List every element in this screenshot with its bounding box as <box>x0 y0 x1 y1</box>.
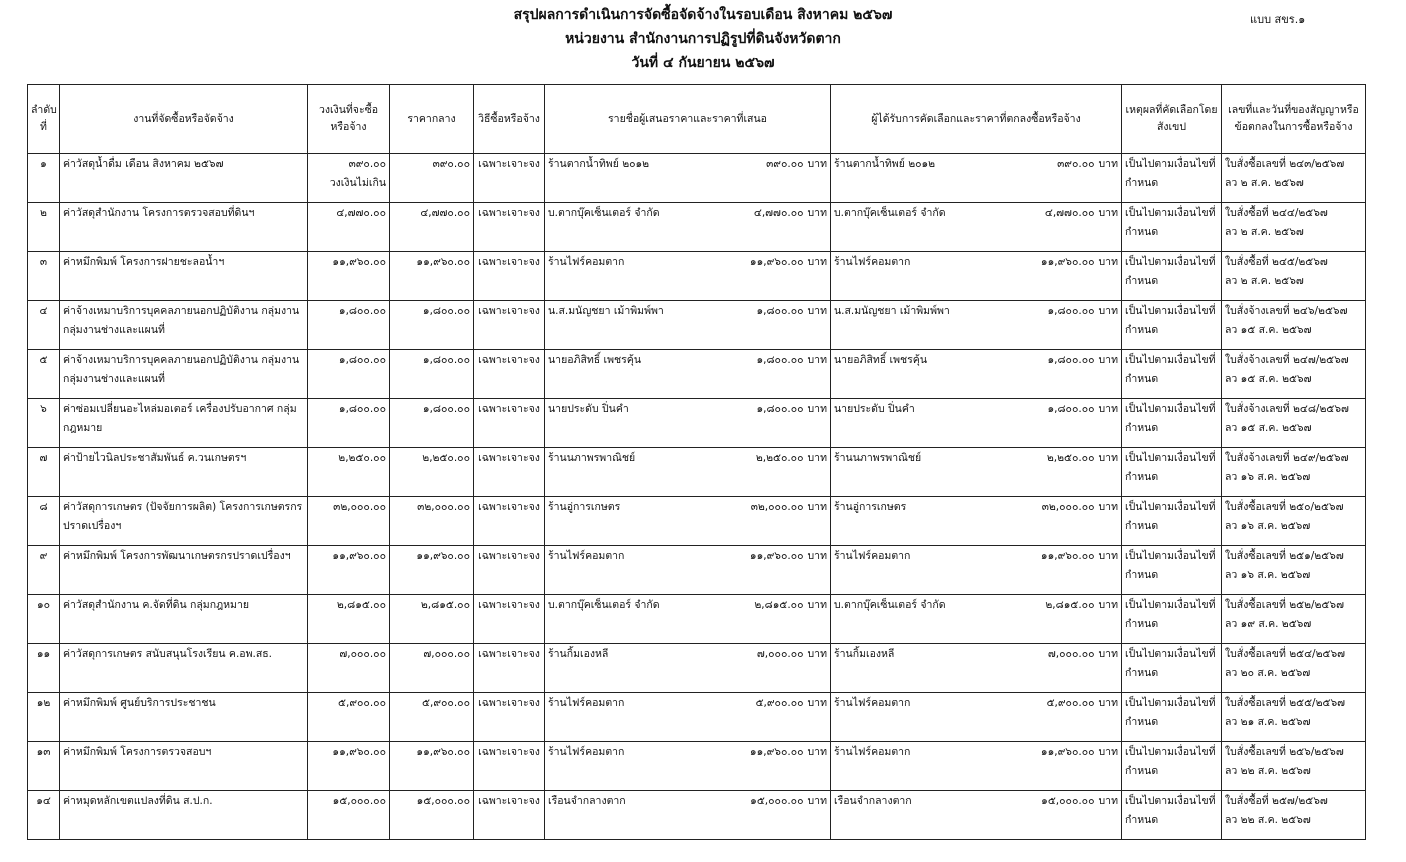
bidder-name: ร้านกิ้มเองหลี <box>548 648 609 660</box>
budget-value: ๑,๘๐๐.๐๐ <box>338 403 386 415</box>
cell-contract <box>1222 448 1366 497</box>
win-unit: บาท <box>1098 207 1118 219</box>
cell-no: ๑๑ <box>28 644 60 693</box>
win-unit: บาท <box>1098 795 1118 807</box>
col-header-budget: วงเงินที่จะซื้อหรือจ้าง <box>308 85 390 154</box>
win-unit: บาท <box>1098 305 1118 317</box>
table-row <box>28 203 1366 252</box>
bid-amount: ๑๑,๙๖๐.๐๐ <box>749 746 804 758</box>
bid-unit: บาท <box>807 256 827 268</box>
cell-budget <box>308 791 390 840</box>
col-header-bidders: รายชื่อผู้เสนอราคาและราคาที่เสนอ <box>545 85 831 154</box>
cell-reason: เป็นไปตามเงื่อนไขที่กำหนด <box>1122 301 1222 350</box>
win-amount: ๒,๒๕๐.๐๐ <box>1046 452 1095 464</box>
contract-number: ใบสั่งซื้อเลขที่ ๒๕๑/๒๕๖๗ <box>1225 550 1344 562</box>
table-row <box>28 546 1366 595</box>
contract-number: ใบสั่งซื้อที่ ๒๕๗/๒๕๖๗ <box>1225 795 1328 807</box>
win-unit: บาท <box>1098 403 1118 415</box>
cell-contract <box>1222 301 1366 350</box>
cell-budget <box>308 154 390 203</box>
bid-amount: ๗,๐๐๐.๐๐ <box>756 648 804 660</box>
cell-reason: เป็นไปตามเงื่อนไขที่กำหนด <box>1122 203 1222 252</box>
budget-value: ๑๑,๙๖๐.๐๐ <box>332 746 386 758</box>
budget-value: ๑,๘๐๐.๐๐ <box>338 305 386 317</box>
col-header-item: งานที่จัดซื้อหรือจัดจ้าง <box>60 85 308 154</box>
budget-value: ๒,๘๑๕.๐๐ <box>336 599 386 611</box>
bid-amount: ๕,๙๐๐.๐๐ <box>755 697 804 709</box>
cell-no: ๑๐ <box>28 595 60 644</box>
table-row <box>28 693 1366 742</box>
win-unit: บาท <box>1098 550 1118 562</box>
contract-number: ใบสั่งซื้อเลขที่ ๒๔๓/๒๕๖๗ <box>1225 158 1345 170</box>
budget-value: ๑,๘๐๐.๐๐ <box>338 354 386 366</box>
cell-median: ๒,๒๕๐.๐๐ <box>390 448 474 497</box>
cell-method: เฉพาะเจาะจง <box>474 448 545 497</box>
bidder-name: ร้านตากน้ำทิพย์ ๒๐๑๒ <box>548 158 650 170</box>
cell-winner <box>831 742 1122 791</box>
cell-winner <box>831 203 1122 252</box>
win-amount: ๑๑,๙๖๐.๐๐ <box>1040 550 1095 562</box>
win-unit: บาท <box>1098 697 1118 709</box>
winner-name: ร้านอู่การเกษตร <box>834 501 907 513</box>
cell-reason: เป็นไปตามเงื่อนไขที่กำหนด <box>1122 644 1222 693</box>
contract-date: ลว ๑๖ ส.ค. ๒๕๖๗ <box>1225 520 1311 532</box>
cell-method: เฉพาะเจาะจง <box>474 546 545 595</box>
cell-item: ค่าวัสดุการเกษตร (ปัจจัยการผลิต) โครงการเกษตรกรปราดเปรื่องฯ <box>60 497 308 546</box>
header-row <box>28 85 1366 154</box>
bid-amount: ๔,๗๗๐.๐๐ <box>753 207 804 219</box>
cell-bidder <box>545 252 831 301</box>
win-amount: ๑,๘๐๐.๐๐ <box>1047 403 1095 415</box>
cell-no: ๑ <box>28 154 60 203</box>
cell-contract <box>1222 203 1366 252</box>
contract-date: ลว ๒ ส.ค. ๒๕๖๗ <box>1225 275 1304 287</box>
win-amount: ๓๙๐.๐๐ <box>1057 158 1095 170</box>
cell-contract <box>1222 791 1366 840</box>
cell-winner <box>831 595 1122 644</box>
cell-winner <box>831 644 1122 693</box>
budget-value: ๑๑,๙๖๐.๐๐ <box>332 550 386 562</box>
contract-date: ลว ๑๕ ส.ค. ๒๕๖๗ <box>1225 324 1312 336</box>
cell-no: ๑๒ <box>28 693 60 742</box>
cell-contract <box>1222 252 1366 301</box>
cell-budget <box>308 448 390 497</box>
budget-value: ๒,๒๕๐.๐๐ <box>338 452 386 464</box>
bid-unit: บาท <box>807 207 827 219</box>
contract-number: ใบสั่งซื้อเลขที่ ๒๕๔/๒๕๖๗ <box>1225 648 1346 660</box>
winner-name: ร้านไฟร์คอมตาก <box>834 550 911 562</box>
cell-item: ค่าหมุดหลักเขตแปลงที่ดิน ส.ป.ก. <box>60 791 308 840</box>
cell-method: เฉพาะเจาะจง <box>474 693 545 742</box>
contract-number: ใบสั่งซื้อที่ ๒๔๔/๒๕๖๗ <box>1225 207 1328 219</box>
cell-method: เฉพาะเจาะจง <box>474 791 545 840</box>
cell-budget <box>308 595 390 644</box>
cell-bidder <box>545 301 831 350</box>
cell-winner <box>831 546 1122 595</box>
cell-median: ๑๕,๐๐๐.๐๐ <box>390 791 474 840</box>
cell-budget <box>308 350 390 399</box>
bidder-name: ร้านนภาพรพาณิชย์ <box>548 452 636 464</box>
contract-date: ลว ๑๖ ส.ค. ๒๕๖๗ <box>1225 569 1311 581</box>
bid-amount: ๑๑,๙๖๐.๐๐ <box>749 550 804 562</box>
bid-amount: ๑๑,๙๖๐.๐๐ <box>749 256 804 268</box>
bid-amount: ๒,๘๑๕.๐๐ <box>754 599 804 611</box>
cell-bidder <box>545 595 831 644</box>
win-amount: ๗,๐๐๐.๐๐ <box>1047 648 1095 660</box>
budget-value: ๑๑,๙๖๐.๐๐ <box>332 256 386 268</box>
cell-method: เฉพาะเจาะจง <box>474 399 545 448</box>
cell-no: ๒ <box>28 203 60 252</box>
winner-name: ร้านตากน้ำทิพย์ ๒๐๑๒ <box>834 158 936 170</box>
budget-value: ๑๕,๐๐๐.๐๐ <box>332 795 386 807</box>
winner-name: บ.ตากบุ๊คเซ็นเตอร์ จำกัด <box>834 207 946 219</box>
winner-name: บ.ตากบุ๊คเซ็นเตอร์ จำกัด <box>834 599 946 611</box>
cell-median: ๓๒,๐๐๐.๐๐ <box>390 497 474 546</box>
cell-method: เฉพาะเจาะจง <box>474 595 545 644</box>
bidder-name: เรือนจำกลางตาก <box>548 795 626 807</box>
contract-date: ลว ๒๒ ส.ค. ๒๕๖๗ <box>1225 814 1311 826</box>
contract-date: ลว ๑๕ ส.ค. ๒๕๖๗ <box>1225 422 1312 434</box>
cell-method: เฉพาะเจาะจง <box>474 203 545 252</box>
cell-budget <box>308 742 390 791</box>
cell-bidder <box>545 791 831 840</box>
win-amount: ๑๑,๙๖๐.๐๐ <box>1040 256 1095 268</box>
bid-unit: บาท <box>807 648 827 660</box>
cell-bidder <box>545 203 831 252</box>
bidder-name: ร้านไฟร์คอมตาก <box>548 550 625 562</box>
win-amount: ๑,๘๐๐.๐๐ <box>1047 305 1095 317</box>
win-amount: ๕,๙๐๐.๐๐ <box>1046 697 1095 709</box>
winner-name: ร้านไฟร์คอมตาก <box>834 256 911 268</box>
cell-winner <box>831 399 1122 448</box>
cell-contract <box>1222 595 1366 644</box>
bidder-name: น.ส.มนัญชยา เม้าพิมพ์พา <box>548 305 664 317</box>
cell-item: ค่าซ่อมเปลี่ยนอะไหล่มอเตอร์ เครื่องปรับอากาศ กลุ่มกฎหมาย <box>60 399 308 448</box>
cell-item: ค่าหมึกพิมพ์ ศูนย์บริการประชาชน <box>60 693 308 742</box>
win-unit: บาท <box>1098 501 1118 513</box>
cell-budget <box>308 252 390 301</box>
win-unit: บาท <box>1098 354 1118 366</box>
contract-number: ใบสั่งซื้อเลขที่ ๒๕๕/๒๕๖๗ <box>1225 697 1346 709</box>
cell-budget <box>308 497 390 546</box>
bid-amount: ๒,๒๕๐.๐๐ <box>755 452 804 464</box>
form-code: แบบ สขร.๑ <box>1250 13 1306 26</box>
table-row <box>28 742 1366 791</box>
cell-bidder <box>545 693 831 742</box>
budget-value: ๗,๐๐๐.๐๐ <box>339 648 386 660</box>
table-row <box>28 399 1366 448</box>
win-amount: ๒,๘๑๕.๐๐ <box>1045 599 1095 611</box>
bid-amount: ๑๕,๐๐๐.๐๐ <box>750 795 804 807</box>
win-unit: บาท <box>1098 452 1118 464</box>
winner-name: ร้านไฟร์คอมตาก <box>834 697 911 709</box>
cell-contract <box>1222 546 1366 595</box>
cell-reason: เป็นไปตามเงื่อนไขที่กำหนด <box>1122 742 1222 791</box>
report-date: วันที่ ๔ กันยายน ๒๕๖๗ <box>631 55 775 71</box>
bid-unit: บาท <box>807 746 827 758</box>
cell-method: เฉพาะเจาะจง <box>474 497 545 546</box>
cell-reason: เป็นไปตามเงื่อนไขที่กำหนด <box>1122 546 1222 595</box>
budget-note: วงเงินไม่เกิน <box>329 177 386 189</box>
cell-bidder <box>545 546 831 595</box>
cell-reason: เป็นไปตามเงื่อนไขที่กำหนด <box>1122 448 1222 497</box>
cell-bidder <box>545 399 831 448</box>
cell-reason: เป็นไปตามเงื่อนไขที่กำหนด <box>1122 154 1222 203</box>
budget-value: ๓๒,๐๐๐.๐๐ <box>333 501 386 513</box>
cell-no: ๓ <box>28 252 60 301</box>
cell-median: ๑๑,๙๖๐.๐๐ <box>390 252 474 301</box>
cell-bidder <box>545 448 831 497</box>
cell-no: ๗ <box>28 448 60 497</box>
contract-number: ใบสั่งจ้างเลขที่ ๒๔๗/๒๕๖๗ <box>1225 354 1349 366</box>
win-unit: บาท <box>1098 599 1118 611</box>
table-row <box>28 595 1366 644</box>
table-body <box>28 154 1366 840</box>
cell-median: ๓๙๐.๐๐ <box>390 154 474 203</box>
contract-date: ลว ๒ ส.ค. ๒๕๖๗ <box>1225 177 1304 189</box>
bid-unit: บาท <box>807 158 827 170</box>
cell-no: ๑๓ <box>28 742 60 791</box>
cell-item: ค่าจ้างเหมาบริการบุคคลภายนอกปฏิบัติงาน กลุ่มงานกลุ่มงานช่างและแผนที่ <box>60 301 308 350</box>
cell-bidder <box>545 497 831 546</box>
win-amount: ๑๕,๐๐๐.๐๐ <box>1041 795 1095 807</box>
col-header-winner: ผู้ได้รับการคัดเลือกและราคาที่ตกลงซื้อหรือจ้าง <box>831 85 1122 154</box>
winner-name: ร้านกิ้มเองหลี <box>834 648 895 660</box>
bidder-name: ร้านไฟร์คอมตาก <box>548 697 625 709</box>
budget-value: ๓๙๐.๐๐ <box>348 158 386 170</box>
report-title: สรุปผลการดำเนินการจัดซื้อจัดจ้างในรอบเดือน สิงหาคม ๒๕๖๗ <box>513 7 893 23</box>
bid-amount: ๓๙๐.๐๐ <box>766 158 804 170</box>
cell-item: ค่าวัสดุการเกษตร สนับสนุนโรงเรียน ค.อพ.สธ. <box>60 644 308 693</box>
table-row <box>28 448 1366 497</box>
cell-winner <box>831 301 1122 350</box>
cell-median: ๕,๙๐๐.๐๐ <box>390 693 474 742</box>
bidder-name: ร้านไฟร์คอมตาก <box>548 256 625 268</box>
procurement-table <box>27 84 1366 840</box>
cell-median: ๑๑,๙๖๐.๐๐ <box>390 742 474 791</box>
cell-winner <box>831 791 1122 840</box>
bidder-name: บ.ตากบุ๊คเซ็นเตอร์ จำกัด <box>548 207 660 219</box>
winner-name: น.ส.มนัญชยา เม้าพิมพ์พา <box>834 305 950 317</box>
cell-reason: เป็นไปตามเงื่อนไขที่กำหนด <box>1122 693 1222 742</box>
col-header-contract: เลขที่และวันที่ของสัญญาหรือข้อตกลงในการซื้อหรือจ้าง <box>1222 85 1366 154</box>
win-amount: ๑,๘๐๐.๐๐ <box>1047 354 1095 366</box>
cell-reason: เป็นไปตามเงื่อนไขที่กำหนด <box>1122 595 1222 644</box>
contract-date: ลว ๒ ส.ค. ๒๕๖๗ <box>1225 226 1304 238</box>
contract-number: ใบสั่งจ้างเลขที่ ๒๔๘/๒๕๖๗ <box>1225 403 1349 415</box>
bid-unit: บาท <box>807 354 827 366</box>
cell-contract <box>1222 742 1366 791</box>
cell-median: ๑๑,๙๖๐.๐๐ <box>390 546 474 595</box>
win-unit: บาท <box>1098 648 1118 660</box>
cell-median: ๑,๘๐๐.๐๐ <box>390 350 474 399</box>
cell-median: ๑,๘๐๐.๐๐ <box>390 301 474 350</box>
table-row <box>28 791 1366 840</box>
cell-contract <box>1222 644 1366 693</box>
cell-winner <box>831 497 1122 546</box>
cell-budget <box>308 546 390 595</box>
cell-median: ๔,๗๗๐.๐๐ <box>390 203 474 252</box>
cell-no: ๔ <box>28 301 60 350</box>
win-amount: ๓๒,๐๐๐.๐๐ <box>1041 501 1095 513</box>
cell-contract <box>1222 154 1366 203</box>
cell-method: เฉพาะเจาะจง <box>474 301 545 350</box>
cell-method: เฉพาะเจาะจง <box>474 154 545 203</box>
cell-item: ค่าจ้างเหมาบริการบุคคลภายนอกปฏิบัติงาน กลุ่มงานกลุ่มงานช่างและแผนที่ <box>60 350 308 399</box>
bid-unit: บาท <box>807 599 827 611</box>
cell-method: เฉพาะเจาะจง <box>474 252 545 301</box>
table-row <box>28 350 1366 399</box>
cell-item: ค่าวัสดุสำนักงาน ค.จัดที่ดิน กลุ่มกฎหมาย <box>60 595 308 644</box>
budget-value: ๔,๗๗๐.๐๐ <box>336 207 386 219</box>
bid-unit: บาท <box>807 501 827 513</box>
winner-name: ร้านนภาพรพาณิชย์ <box>834 452 922 464</box>
table-row <box>28 644 1366 693</box>
bidder-name: นายอภิสิทธิ์ เพชรคุ้น <box>548 354 642 366</box>
cell-contract <box>1222 350 1366 399</box>
cell-item: ค่าวัสดุสำนักงาน โครงการตรวจสอบที่ดินฯ <box>60 203 308 252</box>
cell-budget <box>308 693 390 742</box>
bidder-name: ร้านอู่การเกษตร <box>548 501 621 513</box>
cell-contract <box>1222 399 1366 448</box>
cell-method: เฉพาะเจาะจง <box>474 742 545 791</box>
contract-number: ใบสั่งซื้อเลขที่ ๒๕๒/๒๕๖๗ <box>1225 599 1344 611</box>
cell-no: ๕ <box>28 350 60 399</box>
winner-name: เรือนจำกลางตาก <box>834 795 912 807</box>
cell-reason: เป็นไปตามเงื่อนไขที่กำหนด <box>1122 350 1222 399</box>
cell-no: ๙ <box>28 546 60 595</box>
bidder-name: นายประดับ ปิ่นคำ <box>548 403 629 415</box>
bid-unit: บาท <box>807 795 827 807</box>
cell-bidder <box>545 350 831 399</box>
col-header-method: วิธีซื้อหรือจ้าง <box>474 85 545 154</box>
cell-contract <box>1222 497 1366 546</box>
contract-date: ลว ๑๖ ส.ค. ๒๕๖๗ <box>1225 471 1311 483</box>
bidder-name: ร้านไฟร์คอมตาก <box>548 746 625 758</box>
cell-median: ๒,๘๑๕.๐๐ <box>390 595 474 644</box>
contract-date: ลว ๒๑ ส.ค. ๒๕๖๗ <box>1225 716 1311 728</box>
winner-name: ร้านไฟร์คอมตาก <box>834 746 911 758</box>
cell-budget <box>308 203 390 252</box>
bid-unit: บาท <box>807 697 827 709</box>
cell-winner <box>831 350 1122 399</box>
cell-winner <box>831 252 1122 301</box>
contract-number: ใบสั่งจ้างเลขที่ ๒๔๙/๒๕๖๗ <box>1225 452 1349 464</box>
cell-reason: เป็นไปตามเงื่อนไขที่กำหนด <box>1122 252 1222 301</box>
cell-reason: เป็นไปตามเงื่อนไขที่กำหนด <box>1122 497 1222 546</box>
contract-number: ใบสั่งจ้างเลขที่ ๒๔๖/๒๕๖๗ <box>1225 305 1348 317</box>
cell-method: เฉพาะเจาะจง <box>474 644 545 693</box>
win-unit: บาท <box>1098 158 1118 170</box>
cell-method: เฉพาะเจาะจง <box>474 350 545 399</box>
winner-name: นายอภิสิทธิ์ เพชรคุ้น <box>834 354 928 366</box>
cell-item: ค่าหมึกพิมพ์ โครงการตรวจสอบฯ <box>60 742 308 791</box>
contract-date: ลว ๒๐ ส.ค. ๒๕๖๗ <box>1225 667 1311 679</box>
cell-item: ค่าหมึกพิมพ์ โครงการพัฒนาเกษตรกรปราดเปรื่องฯ <box>60 546 308 595</box>
cell-reason: เป็นไปตามเงื่อนไขที่กำหนด <box>1122 791 1222 840</box>
cell-bidder <box>545 644 831 693</box>
contract-number: ใบสั่งซื้อเลขที่ ๒๕๖/๒๕๖๗ <box>1225 746 1344 758</box>
cell-no: ๑๔ <box>28 791 60 840</box>
contract-number: ใบสั่งซื้อเลขที่ ๒๕๐/๒๕๖๗ <box>1225 501 1344 513</box>
cell-bidder <box>545 154 831 203</box>
bidder-name: บ.ตากบุ๊คเซ็นเตอร์ จำกัด <box>548 599 660 611</box>
win-unit: บาท <box>1098 746 1118 758</box>
bid-amount: ๓๒,๐๐๐.๐๐ <box>750 501 804 513</box>
table-row <box>28 154 1366 203</box>
cell-budget <box>308 644 390 693</box>
budget-value: ๕,๙๐๐.๐๐ <box>338 697 386 709</box>
cell-median: ๗,๐๐๐.๐๐ <box>390 644 474 693</box>
cell-no: ๘ <box>28 497 60 546</box>
bid-amount: ๑,๘๐๐.๐๐ <box>756 403 804 415</box>
contract-number: ใบสั่งซื้อที่ ๒๔๕/๒๕๖๗ <box>1225 256 1328 268</box>
agency-name: หน่วยงาน สำนักงานการปฏิรูปที่ดินจังหวัดตาก <box>565 31 841 47</box>
win-amount: ๔,๗๗๐.๐๐ <box>1044 207 1095 219</box>
cell-median: ๑,๘๐๐.๐๐ <box>390 399 474 448</box>
bid-amount: ๑,๘๐๐.๐๐ <box>756 305 804 317</box>
col-header-reason: เหตุผลที่คัดเลือกโดยสังเขป <box>1122 85 1222 154</box>
cell-winner <box>831 448 1122 497</box>
bid-amount: ๑,๘๐๐.๐๐ <box>756 354 804 366</box>
col-header-no: ลำดับที่ <box>28 85 60 154</box>
col-header-median: ราคากลาง <box>390 85 474 154</box>
cell-no: ๖ <box>28 399 60 448</box>
table-row <box>28 497 1366 546</box>
cell-reason: เป็นไปตามเงื่อนไขที่กำหนด <box>1122 399 1222 448</box>
contract-date: ลว ๑๕ ส.ค. ๒๕๖๗ <box>1225 373 1312 385</box>
cell-item: ค่าวัสดุน้ำดื่ม เดือน สิงหาคม ๒๕๖๗ <box>60 154 308 203</box>
winner-name: นายประดับ ปิ่นคำ <box>834 403 915 415</box>
bid-unit: บาท <box>807 403 827 415</box>
win-amount: ๑๑,๙๖๐.๐๐ <box>1040 746 1095 758</box>
cell-budget <box>308 301 390 350</box>
cell-item: ค่าป้ายไวนิลประชาสัมพันธ์ ค.วนเกษตรฯ <box>60 448 308 497</box>
table-row <box>28 301 1366 350</box>
contract-date: ลว ๒๒ ส.ค. ๒๕๖๗ <box>1225 765 1311 777</box>
cell-winner <box>831 154 1122 203</box>
contract-date: ลว ๑๙ ส.ค. ๒๕๖๗ <box>1225 618 1312 630</box>
table-row <box>28 252 1366 301</box>
cell-winner <box>831 693 1122 742</box>
win-unit: บาท <box>1098 256 1118 268</box>
cell-budget <box>308 399 390 448</box>
bid-unit: บาท <box>807 452 827 464</box>
bid-unit: บาท <box>807 305 827 317</box>
bid-unit: บาท <box>807 550 827 562</box>
cell-bidder <box>545 742 831 791</box>
cell-item: ค่าหมึกพิมพ์ โครงการฝายชะลอน้ำฯ <box>60 252 308 301</box>
cell-contract <box>1222 693 1366 742</box>
